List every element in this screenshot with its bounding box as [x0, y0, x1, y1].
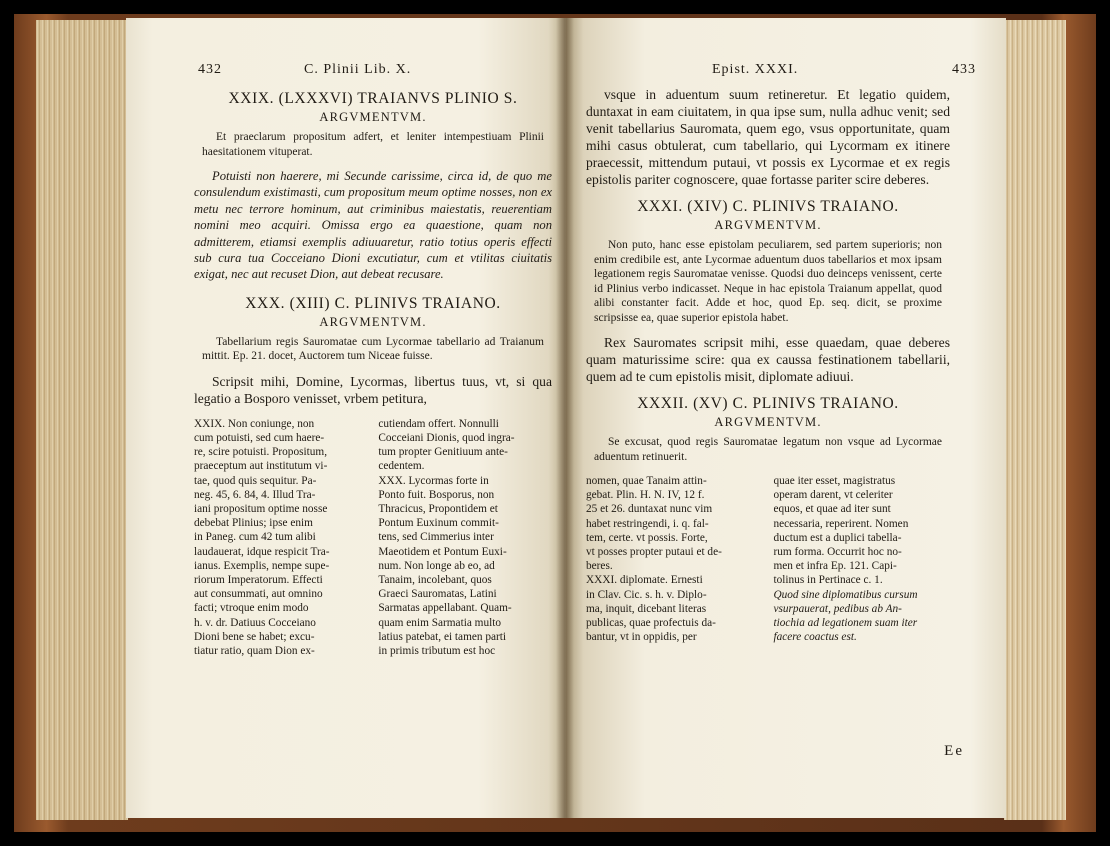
note-line: XXIX. Non coniunge, non	[194, 417, 315, 430]
note-line: rum forma. Occurrit hoc no-	[773, 546, 902, 559]
epistle-xxix-title: XXIX. (LXXXVI) TRAIANVS PLINIO S.	[228, 90, 518, 107]
note-line: neg. 45, 6. 84, 4. Illud Tra-	[194, 488, 316, 501]
note-line: cum potuisti, sed cum haere-	[194, 432, 325, 445]
note-line: tem, certe. vt possis. Forte,	[586, 531, 708, 544]
footnote-column-left	[586, 474, 763, 644]
note-line: 25 et 26. duntaxat nunc vim	[586, 503, 713, 516]
note-line: tae, quod quis sequitur. Pa-	[194, 474, 317, 487]
note-line: gebat. Plin. H. N. IV, 12 f.	[586, 489, 705, 502]
footnotes-right-page	[586, 474, 950, 644]
right-running-header	[586, 62, 976, 86]
note-line: laudauerat, idque respicit Tra-	[194, 545, 330, 558]
note-line: vsurpauerat, pedibus ab An-	[773, 602, 902, 615]
note-line: in Paneg. cum 42 tum alibi	[194, 531, 316, 544]
note-line: publicas, quae profectuis da-	[586, 617, 716, 630]
note-line: h. v. dr. Datiuus Cocceiano	[194, 616, 316, 629]
catchword: Ee	[944, 743, 964, 759]
note-line: praeceptum aut institutum vi-	[194, 460, 328, 473]
note-line: aut consummati, aut omnino	[194, 588, 323, 601]
epistle-xxxii-title: XXXII. (XV) C. PLINIVS TRAIANO.	[637, 395, 899, 412]
note-line: nomen, quae Tanaim attin-	[586, 475, 707, 487]
epistle-xxxi-title: XXXI. (XIV) C. PLINIVS TRAIANO.	[637, 198, 899, 215]
left-running-header	[194, 62, 552, 86]
epistle-xxxi-argumentum: ARGVMENTVM.	[714, 218, 822, 232]
note-line: vt posses propter putaui et de-	[586, 546, 722, 559]
note-line: cutiendam offert. Nonnulli	[378, 417, 499, 430]
note-line: ma, inquit, dicebant literas	[586, 602, 707, 615]
note-line: XXXI. diplomate. Ernesti	[586, 574, 703, 587]
note-line: Pontum Euxinum commit-	[378, 517, 499, 530]
note-line: beres.	[586, 560, 613, 573]
note-line: quam enim Sarmatia multo	[378, 616, 502, 629]
note-line: num. Non longe ab eo, ad	[378, 559, 495, 572]
epistle-xxx-argumentum: ARGVMENTVM.	[319, 314, 427, 329]
note-line: quae iter esset, magistratus	[773, 475, 896, 487]
footnotes-left-page	[194, 417, 552, 658]
note-line: facere coactus est.	[773, 631, 857, 644]
note-line: Sarmatas appellabant. Quam-	[378, 602, 512, 615]
epistle-xxxi-summary: Non puto, hanc esse epistolam peculiarem, sed partem superioris; non enim credibile est, ante Lycormae aduentum duos tabellarios et mox ipsam legationem regis Sauromatae venisse. Quodsi duo deinceps venissent, certe id Plinius verbo indicasset. Neque in hac epistola Traianum appellat, quod alibi constanter facit. Adde et hoc, quod Ep. seq. dicit, se proxime scripsisse ea, quae superior epistola habet.	[594, 239, 942, 324]
note-line: Thracicus, Propontidem et	[378, 503, 498, 516]
note-line: latius patebat, ei tamen parti	[378, 630, 507, 643]
epistle-xxix-argumentum: ARGVMENTVM.	[319, 110, 427, 124]
footnote-column-right	[773, 474, 950, 644]
note-line: operam darent, vt celeriter	[773, 489, 893, 502]
note-line: necessaria, reperirent. Nomen	[773, 517, 909, 530]
left-page-edges	[36, 20, 128, 820]
left-page	[126, 18, 566, 818]
epistle-xxix-summary: Et praeclarum propositum adfert, et leniter intempestiuam Plinii haesitationem vituperat.	[202, 131, 544, 158]
epistle-xxxii-summary: Se excusat, quod regis Sauromatae legatum non vsque ad Lycormae aduentum retinuerit.	[594, 436, 942, 463]
note-line: Quod sine diplomatibus cursum	[773, 588, 918, 601]
running-title-right: Epist. XXXI.	[712, 62, 799, 77]
note-line: XXX. Lycormas forte in	[378, 474, 489, 487]
note-line: Dioni bene se habet; excu-	[194, 630, 315, 643]
right-page-edges	[1004, 20, 1066, 820]
epistle-xxx-text: Scripsit mihi, Domine, Lycormas, libertus tuus, vt, si qua legatio a Bosporo venisset, vrbem petitura,	[194, 373, 552, 406]
epistle-xxx-continuation: vsque in aduentum suum retineretur. Et legatio quidem, duntaxat in eam ciuitatem, in qua ipse sum, nulla adhuc venit; sed venit tabellarius Sauromata, quem ego, vsus opportunitate, quam mihi casus obtulerat, cum tabellario, qui Lycormam ex itinere praecessit, mittendum putaui, vt possis ex Lycormae et ex regis epistolis pariter cognoscere, quae fortasse pariter scire deberes.	[586, 87, 950, 187]
note-line: Tanaim, incolebant, quos	[378, 574, 492, 587]
note-line: bantur, vt in oppidis, per	[586, 631, 697, 644]
note-line: ianus. Exemplis, nempe supe-	[194, 559, 330, 572]
note-line: men et infra Ep. 121. Capi-	[773, 560, 897, 573]
note-line: tum propter Genitiuum ante-	[378, 446, 508, 459]
note-line: facti; vtroque enim modo	[194, 602, 309, 615]
footnote-column-right	[378, 417, 552, 658]
note-line: riorum Imperatorum. Effecti	[194, 574, 323, 587]
note-line: Cocceiani Dionis, quod ingra-	[378, 432, 515, 445]
epistle-xxx-summary: Tabellarium regis Sauromatae cum Lycormae tabellario ad Traianum mittit. Ep. 21. docet, Auctorem tum Niceae fuisse.	[202, 335, 544, 363]
epistle-xxxi-text: Rex Sauromates scripsit mihi, esse quaedam, quae deberes quam maturissime scire: qua ex caussa festinationem tabellarii, quem ad te cum epistolis misit, diplomate adiuui.	[586, 335, 950, 384]
note-line: Maeotidem et Pontum Euxi-	[378, 545, 507, 558]
note-line: Ponto fuit. Bosporus, non	[378, 488, 495, 501]
note-line: iani propositum optime nosse	[194, 503, 328, 516]
note-line: ductum est a duplici tabella-	[773, 531, 902, 544]
note-line: tolinus in Pertinace c. 1.	[773, 574, 883, 587]
note-line: habet restringendi, i. q. fal-	[586, 517, 709, 530]
footnote-column-left	[194, 417, 368, 658]
page-number-right: 433	[952, 62, 976, 77]
note-line: in Clav. Cic. s. h. v. Diplo-	[586, 588, 707, 601]
note-line: equos, et quae ad iter sunt	[773, 503, 891, 516]
epistle-xxxii-argumentum: ARGVMENTVM.	[714, 415, 822, 429]
running-title-left: C. Plinii Lib. X.	[304, 62, 412, 77]
book-gutter	[556, 18, 574, 818]
epistle-xxix-text: Potuisti non haerere, mi Secunde carissime, circa id, de quo me consulendum existimasti, cum propositum meum optime nosses, non ex metu nec terrore hominum, aut criminibus maiestatis, reuerentiam nomini meo acquiri. Omissa ergo ea quaestione, quam non admitterem, etiamsi exemplis adiuuaretur, ratio totius operis effecti sub cura tua Cocceiano Dioni excutiatur, cum et vtilitas ciuitatis exigat, nec aut recuset Dion, aut debeat recusare.	[194, 169, 552, 282]
note-line: tiochia ad legationem suam iter	[773, 617, 918, 630]
note-line: re, scire potuisti. Propositum,	[194, 446, 328, 459]
right-page	[566, 18, 1006, 818]
note-line: Graeci Sauromatas, Latini	[378, 588, 497, 601]
note-line: cedentem.	[378, 460, 425, 473]
note-line: tiatur ratio, quam Dion ex-	[194, 645, 315, 658]
epistle-xxx-title: XXX. (XIII) C. PLINIVS TRAIANO.	[245, 294, 501, 312]
page-number-left: 432	[198, 62, 222, 77]
note-line: debebat Plinius; ipse enim	[194, 517, 313, 530]
note-line: tens, sed Cimmerius inter	[378, 531, 494, 544]
note-line: in primis tributum est hoc	[378, 645, 496, 658]
